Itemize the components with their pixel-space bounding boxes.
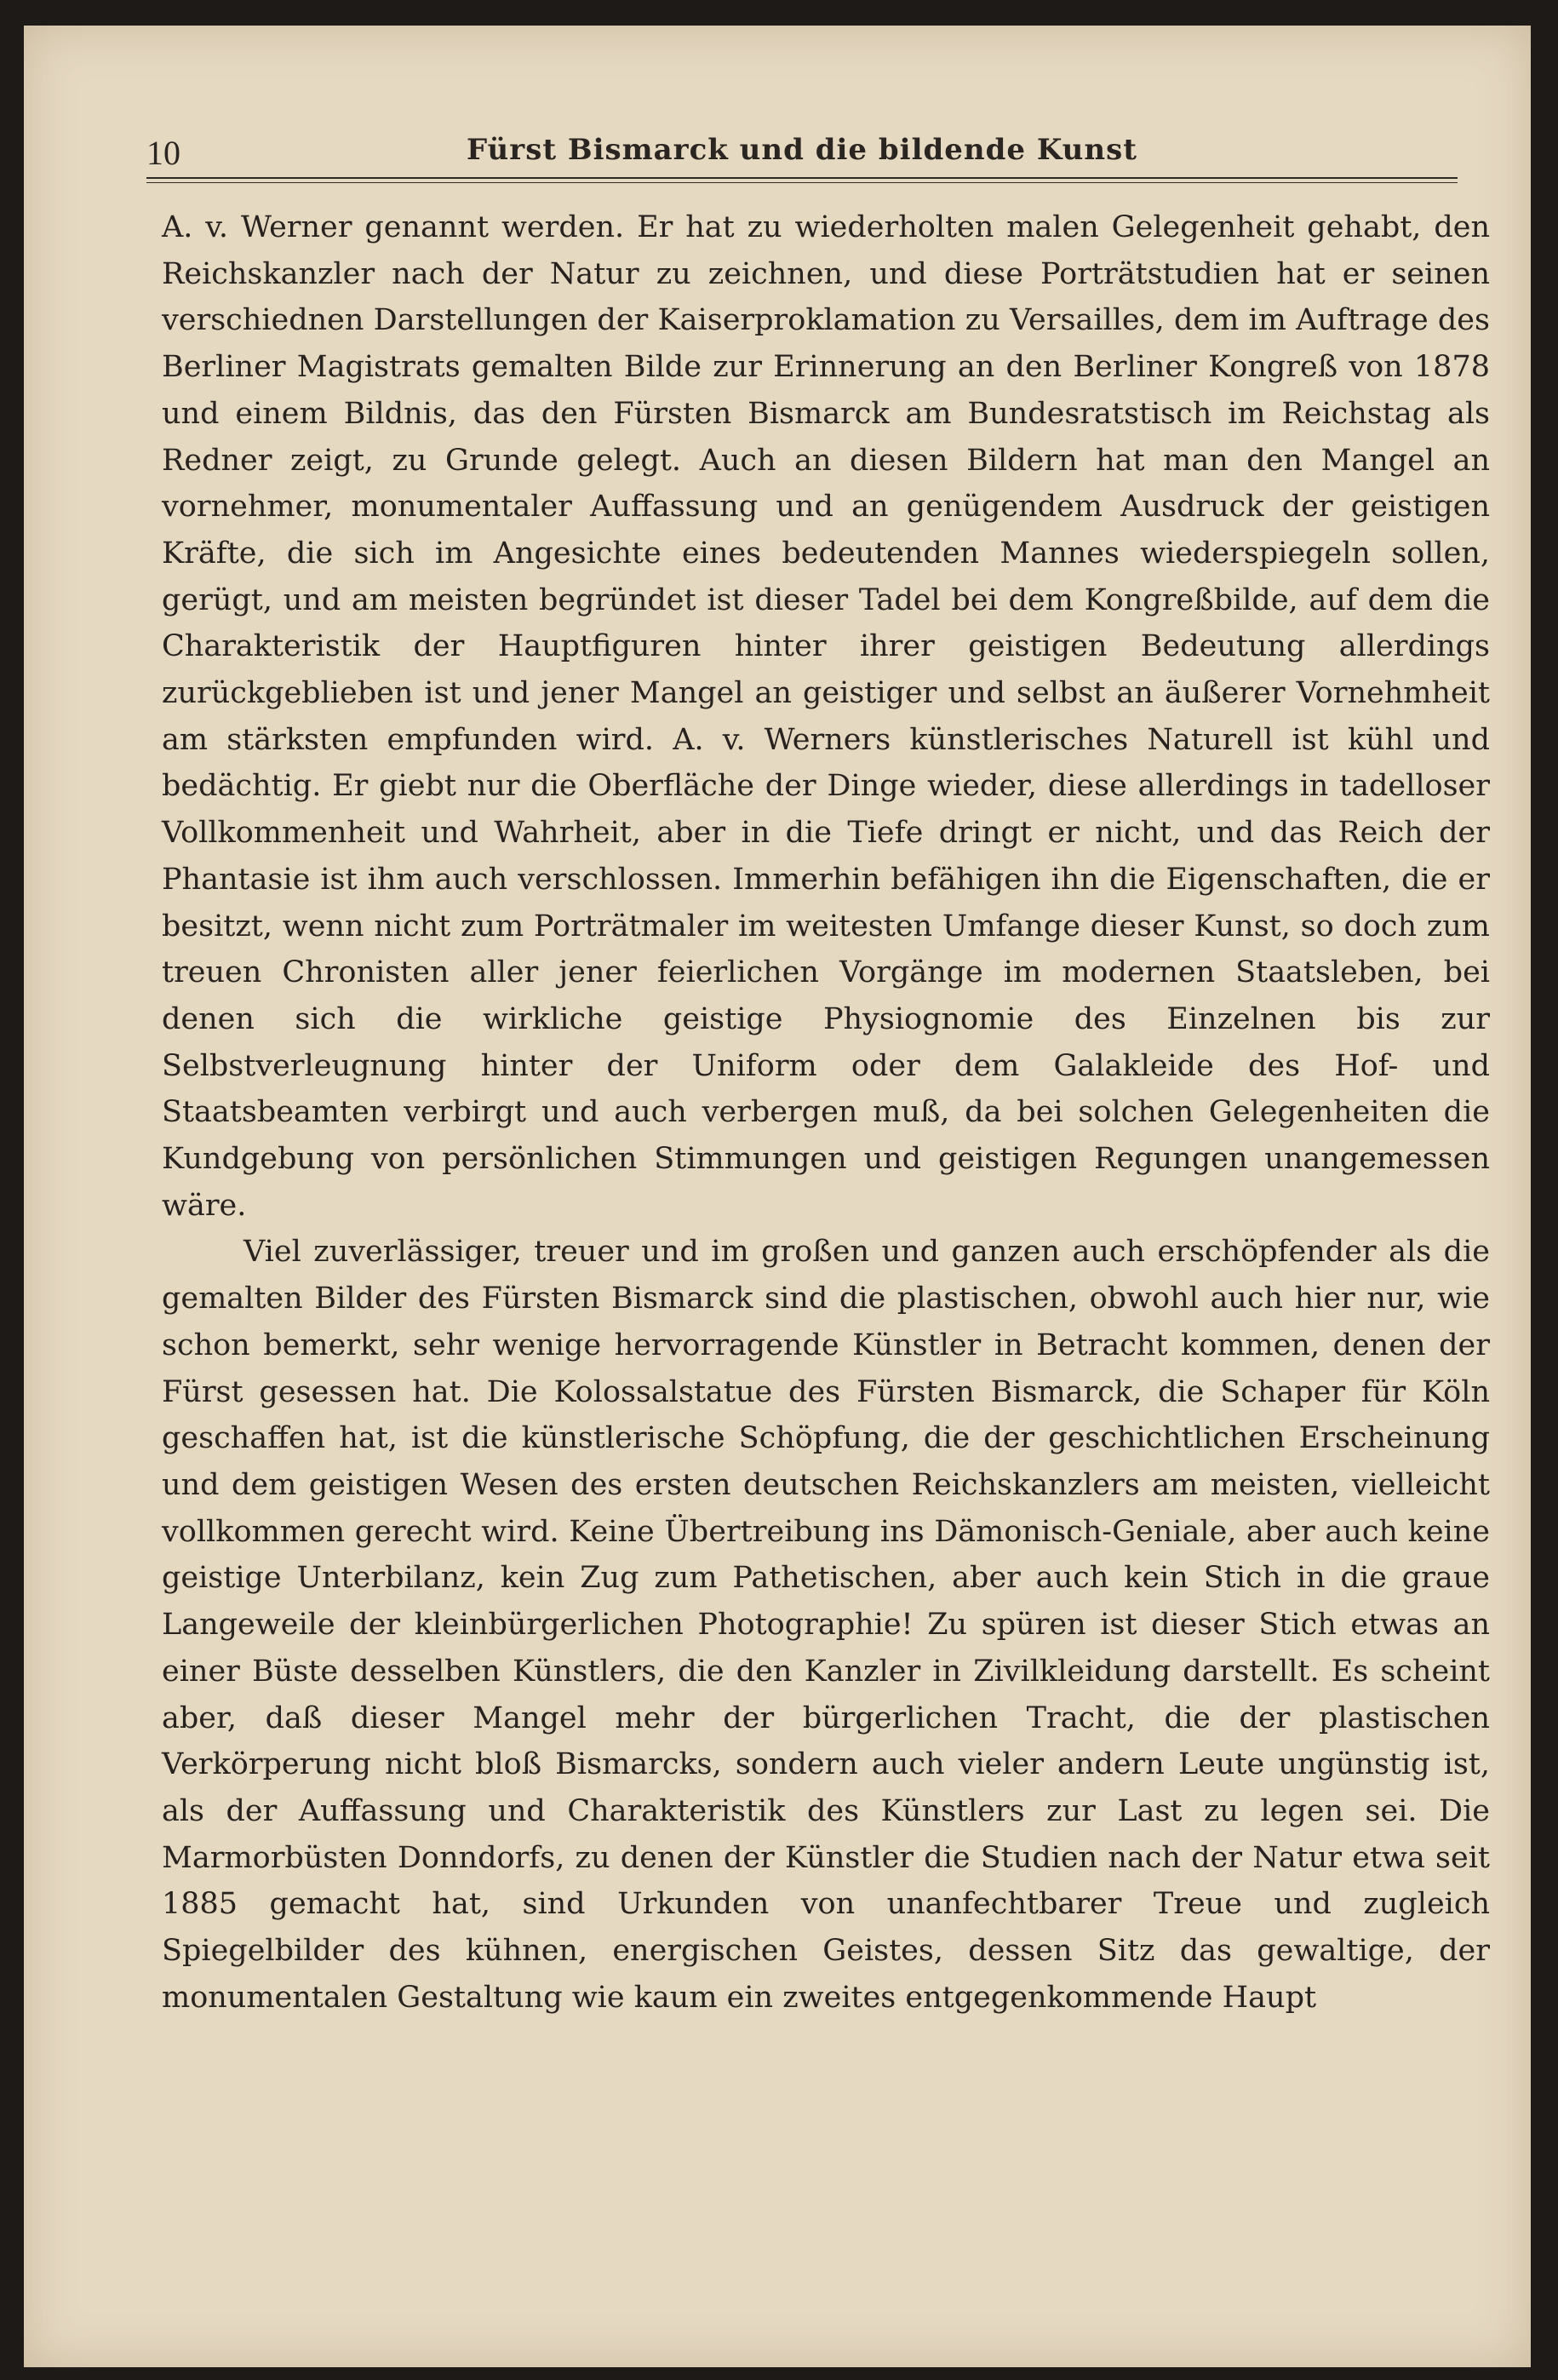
paragraph: A. v. Werner genannt werden. Er hat zu wiederholten malen Gelegenheit gehabt, den Reichskanzler nach der Natur zu zeichnen, und diese Porträtstudien hat er seinen verschiednen Darstellungen der Kaiserproklamation zu Versailles, dem im Auftrage des Berliner Magistrats gemalten Bilde zur Erinnerung an den Berliner Kongreß von 1878 und einem Bildnis, das den Fürsten Bismarck am Bundesratstisch im Reichstag als Redner zeigt, zu Grunde gelegt. Auch an diesen Bildern hat man den Mangel an vornehmer, monumentaler Auffassung und an genügendem Ausdruck der geistigen Kräfte, die sich im Angesichte eines bedeutenden Mannes wiederspiegeln sollen, gerügt, und am meisten begründet ist dieser Tadel bei dem Kongreßbilde, auf dem die Charakteristik der Hauptfiguren hinter ihrer geistigen Bedeutung allerdings zurückgeblieben ist und jener Mangel an geistiger und selbst an äußerer Vornehmheit am stärksten empfunden wird. A. v. Werners künstlerisches Naturell ist kühl und bedächtig. Er giebt nur die Oberfläche der Dinge wieder, diese allerdings in tadelloser Vollkommenheit und Wahrheit, aber in die Tiefe dringt er nicht, und das Reich der Phantasie ist ihm auch verschlossen. Immerhin befähigen ihn die Eigenschaften, die er besitzt, wenn nicht zum Porträtmaler im weitesten Umfange dieser Kunst, so doch zum treuen Chronisten aller jener feierlichen Vorgänge im modernen Staatsleben, bei denen sich die wirkliche geistige Physiognomie des Einzelnen bis zur Selbstverleugnung hinter der Uniform oder dem Galakleide des Hof- und Staatsbeamten verbirgt und auch verbergen muß, da bei solchen Gelegenheiten die Kundgebung von persönlichen Stimmungen und geistigen Regungen unangemessen wäre. <box>162 210 1490 1223</box>
running-title: Fürst Bismarck und die bildende Kunst <box>467 133 1137 167</box>
header-rule-thin <box>146 182 1458 183</box>
paragraph: Viel zuverlässiger, treuer und im großen und ganzen auch erschöpfender als die gemalten Bilder des Fürsten Bismarck sind die plastischen, obwohl auch hier nur, wie schon bemerkt, sehr wenige hervorragende Künstler in Betracht kommen, denen der Fürst gesessen hat. Die Kolossalstatue des Fürsten Bismarck, die Schaper für Köln geschaffen hat, ist die künstlerische Schöpfung, die der geschichtlichen Erscheinung und dem geistigen Wesen des ersten deutschen Reichskanzlers am meisten, vielleicht vollkommen gerecht wird. Keine Übertreibung ins Dämonisch-Geniale, aber auch keine geistige Unterbilanz, kein Zug zum Pathetischen, aber auch kein Stich in die graue Langeweile der kleinbürgerlichen Photographie! Zu spüren ist dieser Stich etwas an einer Büste desselben Künstlers, die den Kanzler in Zivilkleidung darstellt. Es scheint aber, daß dieser Mangel mehr der bürgerlichen Tracht, die der plastischen Verkörperung nicht bloß Bismarcks, sondern auch vieler andern Leute ungünstig ist, als der Auffassung und Charakteristik des Künstlers zur Last zu legen sei. Die Marmorbüsten Donndorfs, zu denen der Künstler die Studien nach der Natur etwa seit 1885 gemacht hat, sind Urkunden von unanfechtbarer Treue und zugleich Spiegelbilder des kühnen, energischen Geistes, dessen Sitz das gewaltige, der monumentalen Gestaltung wie kaum ein zweites entgegenkommende Haupt <box>162 1235 1490 2015</box>
body-text <box>162 204 1490 2021</box>
page-header <box>146 126 1458 177</box>
page-number: 10 <box>146 134 180 172</box>
header-rule <box>146 177 1458 179</box>
